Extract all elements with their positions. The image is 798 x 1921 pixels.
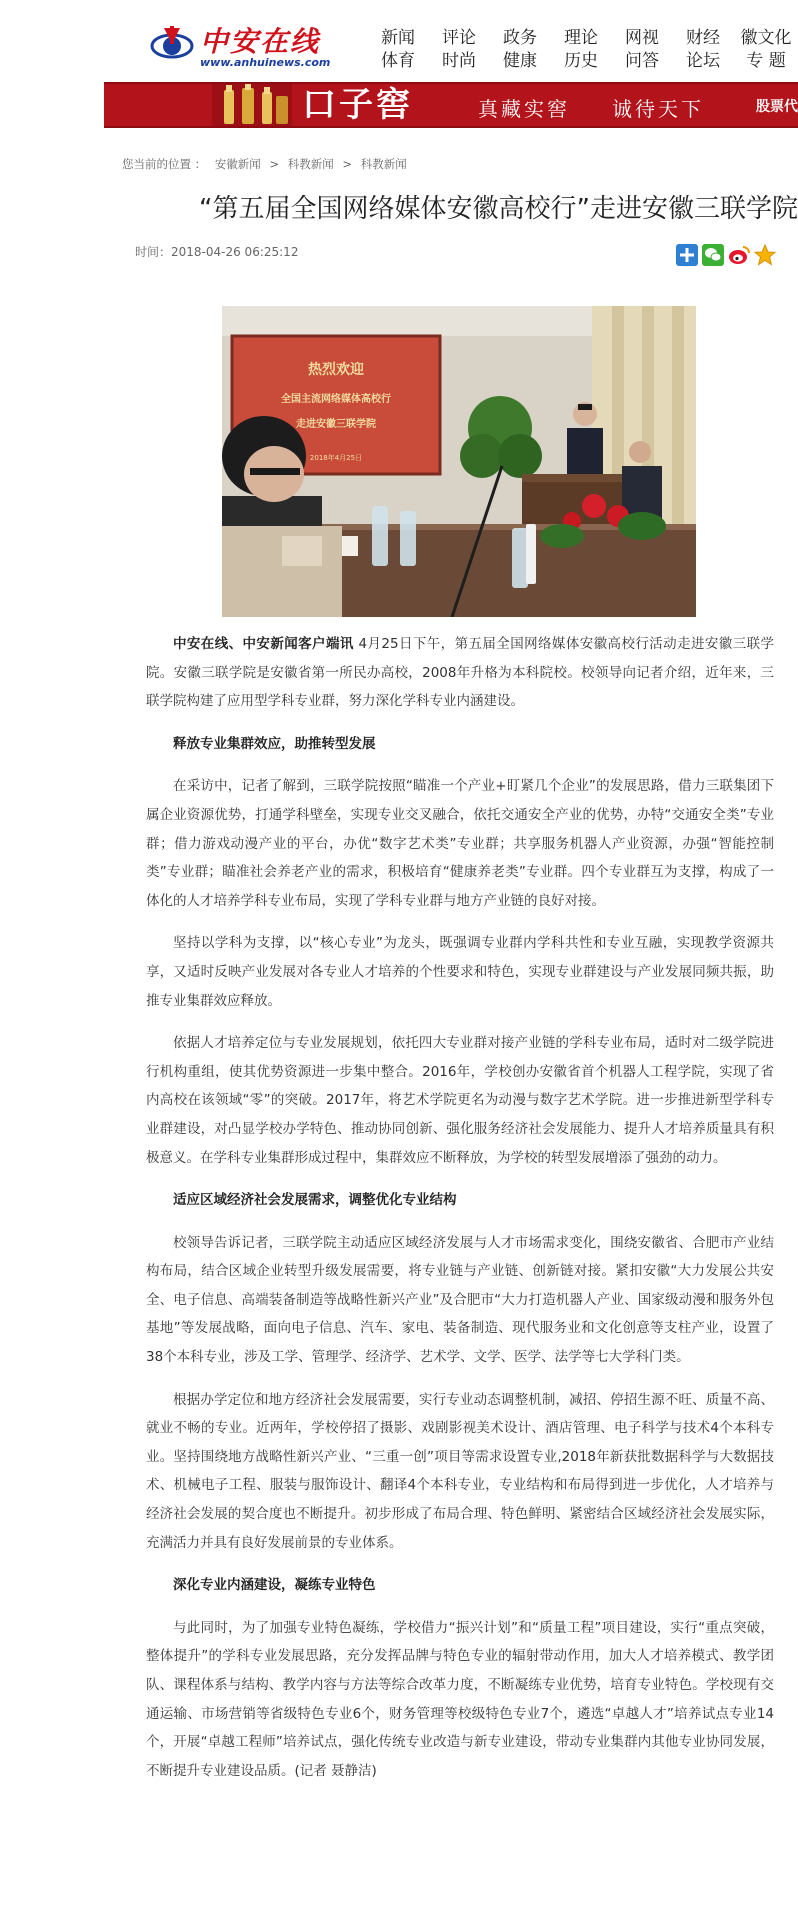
banner-slogan-2: 诚待天下 [612,97,704,121]
banner-stock-link[interactable]: 股票代 [756,99,798,115]
article-paragraph-5: 根据办学定位和地方经济社会发展需要，实行专业动态调整机制，减招、停招生源不旺、质量不高、就业不畅的专业。近两年，学校停招了摄影、戏剧影视美术设计、酒店管理、电子科学与技术4个本科专业。坚持围绕地方战略性新兴产业、“三重一创”项目等需求设置专业,2018年新获批数据科学与大数据技术、机械电子工程、服装与服饰设计、翻译4个本科专业，专业结构和布局得到进一步优化，人才培养与经济社会发展的契合度也不断提升。初步形成了布局合理、特色鲜明、紧密结合区域经济社会发展实际，充满活力并具有良好发展前景的专业体系。 [146,1391,774,1551]
article-paragraph-6: 与此同时，为了加强专业特色凝练，学校借力“振兴计划”和“质量工程”项目建设，实行“重点突破，整体提升”的学科专业发展思路，充分发挥品牌与特色专业的辐射带动作用，加大人才培养模式、教学团队、课程体系与结构、教学内容与方法等综合改革力度，不断凝练专业优势，培育专业特色。学校现有交通运输、市场营销等省级特色专业6个，财务管理等校级特色专业7个，遴选“卓越人才”培养试点专业14个，开展“卓越工程师”培养试点，强化传统专业改造与新专业建设，带动专业集群内其他专业协同发展，不断提升专业建设品质。(记者 聂静洁) [146,1619,774,1779]
nav-item-hui-culture[interactable]: 徽文化 [740,28,792,48]
breadcrumb-prefix: 您当前的位置 ： [122,157,207,171]
nav-column-5 [622,27,662,73]
banner-slogan-1: 真藏实窖 [478,97,570,121]
weibo-icon[interactable] [728,244,750,266]
article-subheading-1: 释放专业集群效应，助推转型发展 [173,735,376,752]
nav-item-theory[interactable]: 理论 [564,28,598,48]
article-paragraph-2: 坚持以学科为支撑，以“核心专业”为龙头，既强调专业群内学科共性和专业互融，实现教学资源共享，又适时反映产业发展对各专业人才培养的个性要求和特色，实现专业群建设与产业发展同频共振，助推专业集群效应释放。 [146,935,774,1009]
nav-column-3 [500,27,540,73]
article-paragraph-3: 依据人才培养定位与专业发展规划，依托四大专业群对接产业链的学科专业布局，适时对二级学院进行机构重组，使其优势资源进一步集中整合。2016年，学校创办安徽省首个机器人工程学院，实现了省内高校在该领域“零”的突破。2017年，将艺术学院更名为动漫与数字艺术学院。进一步推进新型学科专业群建设，对凸显学校办学特色、推动协同创新、强化服务经济社会发展能力、提升人才培养质量具有积极意义。在学科专业集群形成过程中，集群效应不断释放，为学校的转型发展增添了强劲的动力。 [146,1035,774,1166]
article-paragraph-4: 校领导告诉记者，三联学院主动适应区域经济发展与人才市场需求变化，围绕安徽省、合肥市产业结构布局，结合区域企业转型升级发展需要，将专业链与产业链、创新链对接。紧扣安徽“大力发展公共安全、电子信息、高端装备制造等战略性新兴产业”及合肥市“大力打造机器人产业、国家级动漫和服务外包基地”等发展战略，面向电子信息、汽车、家电、装备制造、现代服务业和文化创意等支柱产业，设置了38个本科专业，涉及工学、管理学、经济学、艺术学、文学、医学、法学等七大学科门类。 [146,1234,774,1366]
share-plus-icon[interactable] [676,244,698,266]
logo-text: 中安在线 [200,25,321,58]
site-header [0,0,798,82]
article-paragraph-1: 在采访中，记者了解到，三联学院按照“瞄准一个产业+盯紧几个企业”的发展思路，借力三联集团下属企业资源优势，打通学科壁垒，实现专业交叉融合，依托交通安全产业的优势，办特“交通安全类”专业群；借力游戏动漫产业的平台，办优“数字艺术类”专业群；共享服务机器人产业资源，办强“智能控制类”专业群；瞄准社会养老产业的需求，积极培育“健康养老类”专业群。四个专业群互为支撑，构成了一体化的人才培养学科专业布局，实现了学科专业群与地方产业链的良好对接。 [146,778,774,909]
screen-text-date: 2018年4月25日 [309,454,363,462]
breadcrumb-item-science-edu-news[interactable]: 科教新闻 [360,157,407,171]
nav-column-7 [740,27,792,73]
nav-item-qa[interactable]: 问答 [625,51,659,71]
nav-column-2 [439,27,479,73]
breadcrumb-item-science-edu[interactable]: 科教新闻 [287,157,334,171]
logo-url: www.anhuinews.com [200,56,331,69]
logo-globe-icon [150,24,198,60]
banner-brand: 口子窖 [302,85,413,125]
breadcrumb-item-anhui-news[interactable]: 安徽新闻 [214,157,261,171]
nav-column-6 [683,27,723,73]
liquor-bottles-image [212,84,292,126]
article-subheading-3: 深化专业内涵建设，凝练专业特色 [173,1577,376,1594]
nav-item-video[interactable]: 网视 [625,28,659,48]
nav-item-history[interactable]: 历史 [564,51,598,71]
nav-item-government[interactable]: 政务 [503,28,537,48]
article-subheading-2: 适应区域经济社会发展需求，调整优化专业结构 [173,1192,457,1209]
nav-column-4 [561,27,601,73]
conference-photo [222,306,696,617]
article-time: 时间：2018-04-26 06:25:12 [135,245,299,259]
nav-item-comment[interactable]: 评论 [442,28,476,48]
breadcrumb-separator: > [269,157,280,171]
nav-item-news[interactable]: 新闻 [381,28,415,48]
article-photo [222,306,696,617]
screen-text-line3: 走进安徽三联学院 [296,419,376,430]
banner-ad[interactable] [104,82,798,128]
wechat-icon[interactable] [702,244,724,266]
article-lead-text: 4月25日下午，第五届全国网络媒体安徽高校行活动走进安徽三联学院。安徽三联学院是安徽省第一所民办高校，2008年升格为本科院校。校领导向记者介绍，近年来，三联学院构建了应用型学科专业群，努力深化学科专业内涵建设。 [146,636,775,710]
nav-column-1 [378,27,418,73]
nav-item-fashion[interactable]: 时尚 [442,51,476,71]
favorite-star-icon[interactable] [754,244,776,266]
article-source: 中安在线、中安新闻客户端讯 [173,636,354,652]
screen-text-line2: 全国主流网络媒体高校行 [281,394,391,405]
screen-text-welcome: 热烈欢迎 [308,362,364,378]
nav-item-sports[interactable]: 体育 [381,51,415,71]
nav-item-health[interactable]: 健康 [503,51,537,71]
nav-item-forum[interactable]: 论坛 [686,51,720,71]
nav-item-finance[interactable]: 财经 [686,28,720,48]
breadcrumb [122,156,412,172]
site-logo[interactable] [150,18,331,74]
article-body [146,630,774,1785]
nav-item-special[interactable]: 专 题 [746,51,786,71]
article-lead [146,630,774,716]
article-title: “第五届全国网络媒体安徽高校行”走进安徽三联学院 [199,194,798,224]
breadcrumb-separator: > [342,157,353,171]
